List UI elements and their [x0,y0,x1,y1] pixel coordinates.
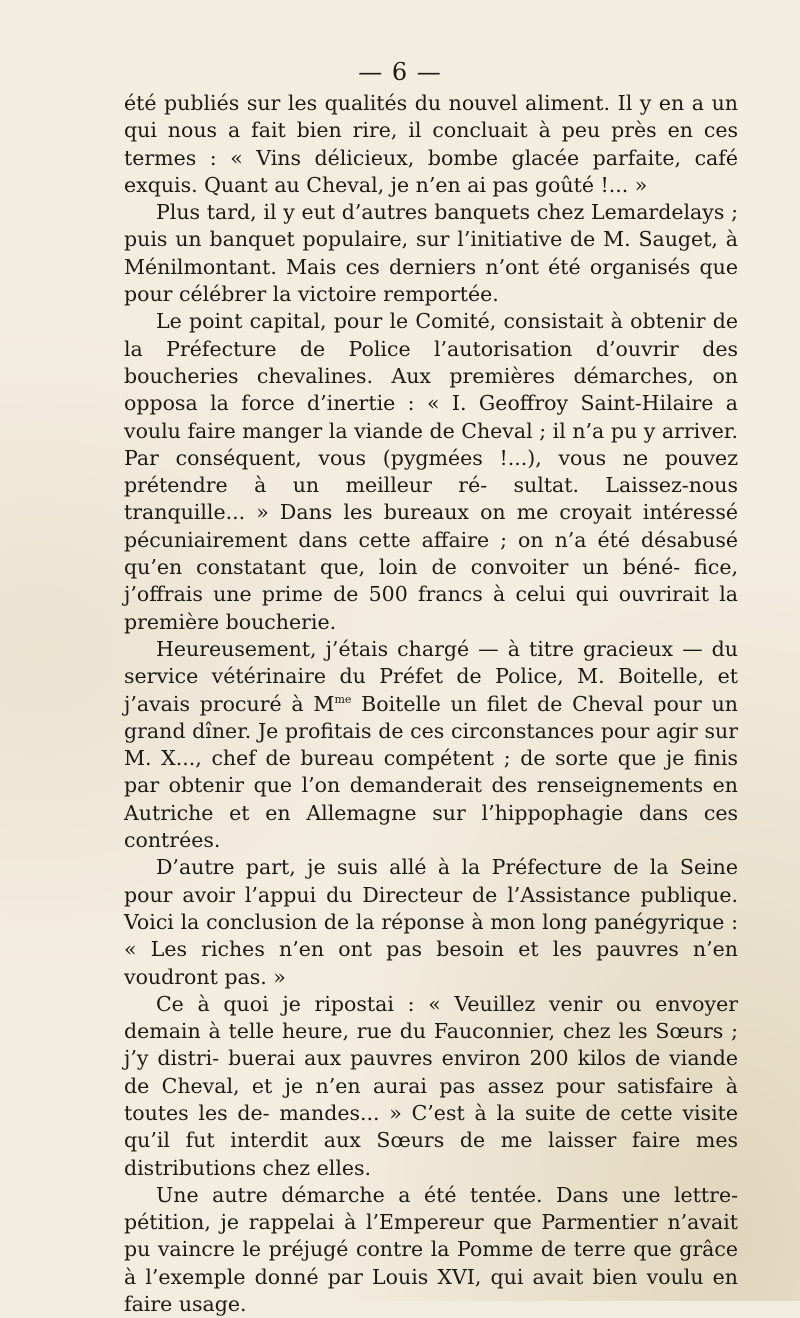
body-text [124,90,738,1318]
paragraph-3: Le point capital, pour le Comité, consistait à obtenir de la Préfecture de Police l’autorisation d’ouvrir des boucheries chevalines. Aux premières démarches, on opposa la force d’inertie : « I. Geoffroy Saint-Hilaire a voulu faire manger la viande de Cheval ; il n’a pu y arriver. Par conséquent, vous (pygmées !...), vous ne pouvez prétendre à un meilleur ré- sultat. Laissez-nous tranquille... » Dans les bureaux on me croyait intéressé pécuniairement dans cette affaire ; on n’a été désabusé qu’en constatant que, loin de convoiter un béné- fice, j’offrais une prime de 500 francs à celui qui ouvrirait la première boucherie. [124,309,738,634]
paragraph-4 [124,636,738,854]
paragraph-5: D’autre part, je suis allé à la Préfecture de la Seine pour avoir l’appui du Directeur de l’Assistance publique. Voici la conclusion de la réponse à mon long panégyrique : « Les riches n’en ont pas besoin et les pauvres n’en voudront pas. » [124,855,738,989]
abbreviation-superscript: me [334,692,352,706]
paragraph-6: Ce à quoi je ripostai : « Veuillez venir ou envoyer demain à telle heure, rue du Fauconnier, chez les Sœurs ; j’y distri- buerai aux pauvres environ 200 kilos de viande de Cheval, et je n’en aurai pas assez pour satisfaire à toutes les de- mandes... » C’est à la suite de cette visite qu’il fut interdit aux Sœurs de me laisser faire mes distributions chez elles. [124,991,738,1180]
page-number: — 6 — [358,58,442,86]
paragraph-1: été publiés sur les qualités du nouvel aliment. Il y en a un qui nous a fait bien rire, il concluait à peu près en ces termes : « Vins délicieux, bombe glacée parfaite, café exquis. Quant au Cheval, je n’en ai pas goûté !... » [124,91,738,197]
paragraph-2: Plus tard, il y eut d’autres banquets chez Lemardelays ; puis un banquet populaire, sur l’initiative de M. Sauget, à Ménilmontant. Mais ces derniers n’ont été organisés que pour célébrer la victoire remportée. [124,200,738,307]
paragraph-4-after: Boitelle un filet de Cheval pour un grand dîner. Je profitais de ces circonstances pour agir sur M. X..., chef de bureau compétent ; de sorte que je finis par obtenir que l’on demanderait des renseignements en Autriche et en Allemagne sur l’hippophagie dans ces contrées. [124,691,738,853]
paragraph-7: Une autre démarche a été tentée. Dans une lettre-pétition, je rappelai à l’Empereur que Parmentier n’avait pu vaincre le préjugé contre la Pomme de terre que grâce à l’exemple donné par Louis XVI, qui avait bien voulu en faire usage. [124,1182,738,1317]
paragraph-4-before: Heureusement, j’étais chargé — à titre gracieux — du service vétérinaire du Préfet de Police, M. Boitelle, et j’avais procuré à M [124,636,738,716]
